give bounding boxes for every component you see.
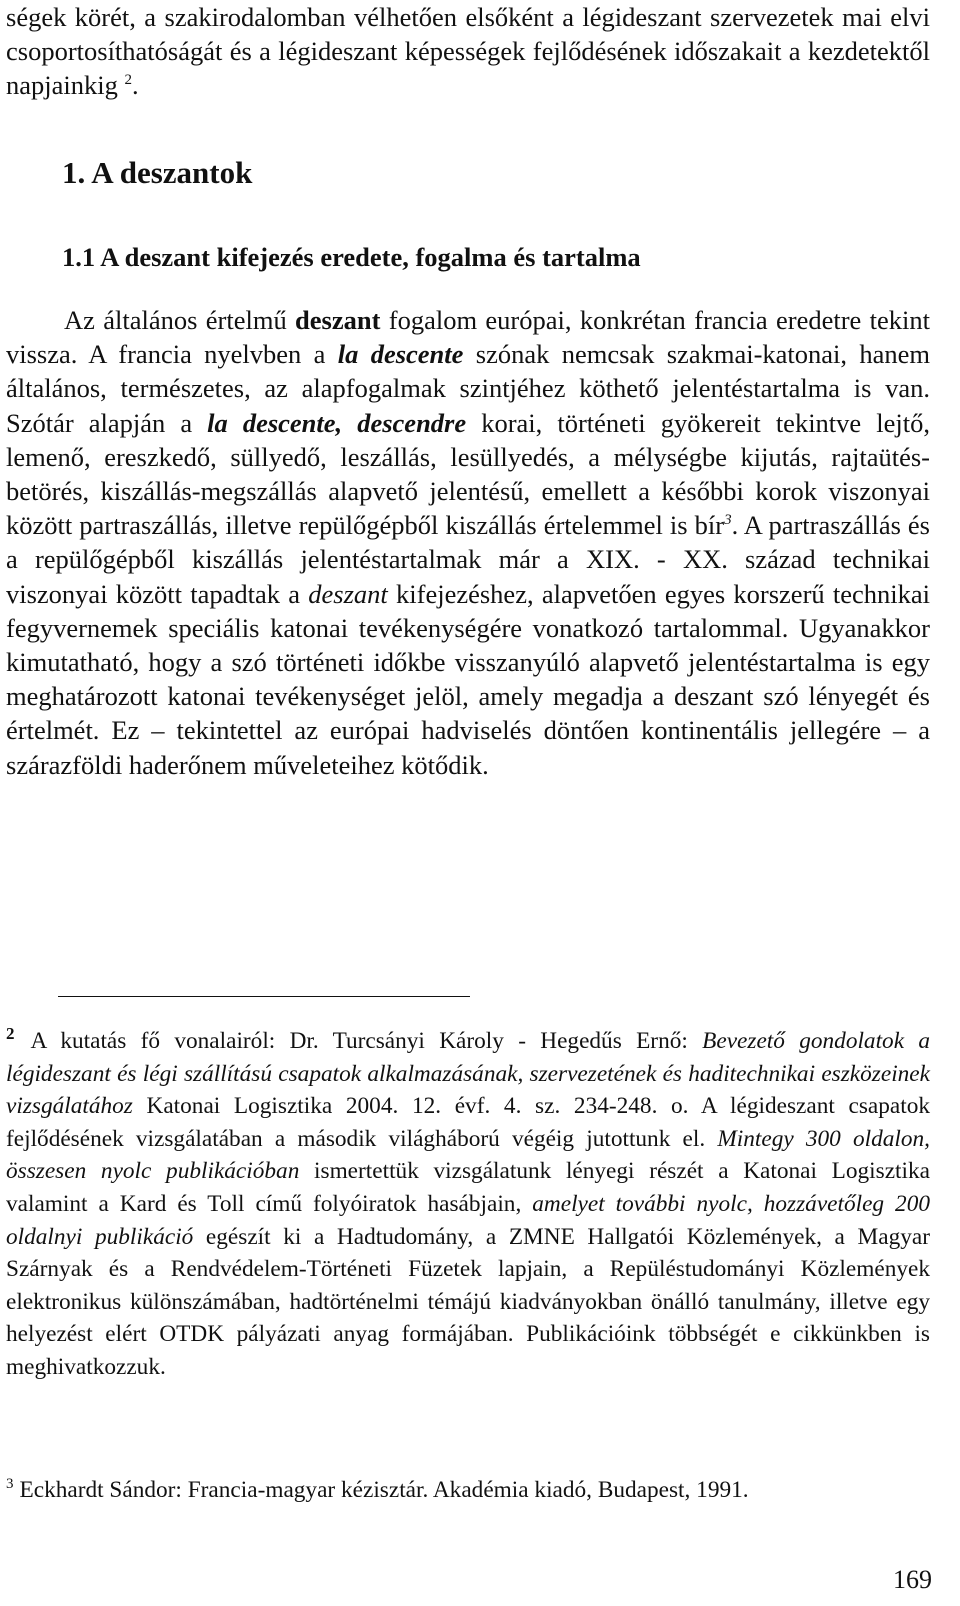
section-heading: 1. A deszantok [62, 155, 253, 190]
footnote-text: A kutatás fő vonalairól: Dr. Turcsányi Károly - Hegedűs Ernő: [30, 1028, 703, 1054]
footnote-italic: Mintegy 300 oldalon, összesen nyolc publikációban [6, 1125, 931, 1185]
body-text: korai, történeti gyökereit tekintve lejtő, lemenő, ereszkedő, süllyedő, leszállás, lesüllyedés, a mélységbe kijutás, rajtaütés-betörés, kiszállás-megszállás alapvető jelentésű, emellett a későbbi korok viszonyai között partraszállás, illetve repülőgépből kiszállás értelemmel is bír [6, 407, 930, 541]
footnote-3 [6, 1474, 930, 1507]
footnote-3-mark: 3 [6, 1476, 14, 1493]
intro-end: . [132, 70, 139, 100]
subsection-heading: 1.1 A deszant kifejezés eredete, fogalma és tartalma [62, 242, 641, 272]
footnote-cited-title: Bevezető gondolatok a légideszant és légi szállítású csapatok alkalmazásának, szervezetének és haditechnikai eszközeinek vizsgálatához [6, 1028, 930, 1120]
body-paragraph [6, 303, 930, 782]
intro-text: ségek körét, a szakirodalomban vélhetően elsőként a légideszant szervezetek mai elvi csoportosíthatóságát és a légideszant képességek fejlődésének időszakait a kezdetektől napjainkig [6, 2, 930, 100]
body-text: . A partraszállás és a repülőgépből kiszállás jelentéstartalmak már a XIX. - XX. század technikai viszonyai között tapadtak a [6, 510, 930, 609]
page-number: 169 [893, 1565, 932, 1594]
footnote-text: egészít ki a Hadtudomány, a ZMNE Hallgatói Közlemények, a Magyar Szárnyak és a Rendvédelem-Történeti Füzetek lapjain, a Repüléstudományi Közlemények elektronikus különszámában, hadtörténelmi témájú kiadványokban önálló tanulmány, illetve egy helyezést elért OTDK pályázati anyag formájában. Publikációink többségét e cikkünkben is meghivatkozzuk. [6, 1223, 930, 1380]
term-deszant-italic: deszant [308, 578, 388, 609]
body-text: szónak nemcsak szakmai-katonai, hanem általános, természetes, az alapfogalmak szintjéhez köthető jelentéstartalma is van. Szótár alapján a [6, 339, 930, 438]
footnote-2 [6, 1025, 930, 1384]
footnote-italic: amelyet további nyolc, hozzávetőleg 200 oldalnyi publikáció [6, 1190, 930, 1250]
term-la-descente-descendre: la descente, descendre [207, 407, 467, 438]
footnote-2-mark: 2 [6, 1024, 15, 1044]
footnote-text: ismertettük vizsgálatunk lényegi részét a Katonai Logisztika valamint a Kard és Toll című folyóiratok hasábjain, [6, 1158, 930, 1217]
term-la-descente: la descente [337, 339, 464, 370]
footnote-separator [58, 996, 470, 997]
footnote-text: Eckhardt Sándor: Francia-magyar kézisztár. Akadémia kiadó, Budapest, 1991. [19, 1477, 749, 1503]
term-deszant-bold: deszant [295, 305, 381, 335]
footnote-ref-3[interactable]: 3 [724, 512, 732, 529]
footnote-ref-2[interactable]: 2 [124, 72, 132, 89]
footnote-text: Katonai Logisztika 2004. 12. évf. 4. sz. 234-248. o. A légideszant csapatok fejlődésének vizsgálatában a második világháború végéig jutottunk el. [6, 1093, 930, 1152]
body-text: kifejezéshez, alapvetően egyes korszerű technikai fegyvernemek speciális katonai tevékenységére vonatkozó tartalommal. Ugyanakkor kimutatható, hogy a szó történeti időkbe visszanyúló alapvető jelentéstartalma is egy meghatározott katonai tevékenységet jelöl, amely megadja a deszant szó lényegét és értelmét. Ez – tekintettel az európai hadviselés döntően kontinentális jellegére – a szárazföldi haderőnem műveleteihez kötődik. [6, 578, 930, 780]
body-text: Az általános értelmű [64, 305, 296, 335]
body-text: fogalom európai, konkrétan francia eredetre tekint vissza. A francia nyelvben a [6, 305, 930, 370]
intro-paragraph [6, 0, 930, 102]
